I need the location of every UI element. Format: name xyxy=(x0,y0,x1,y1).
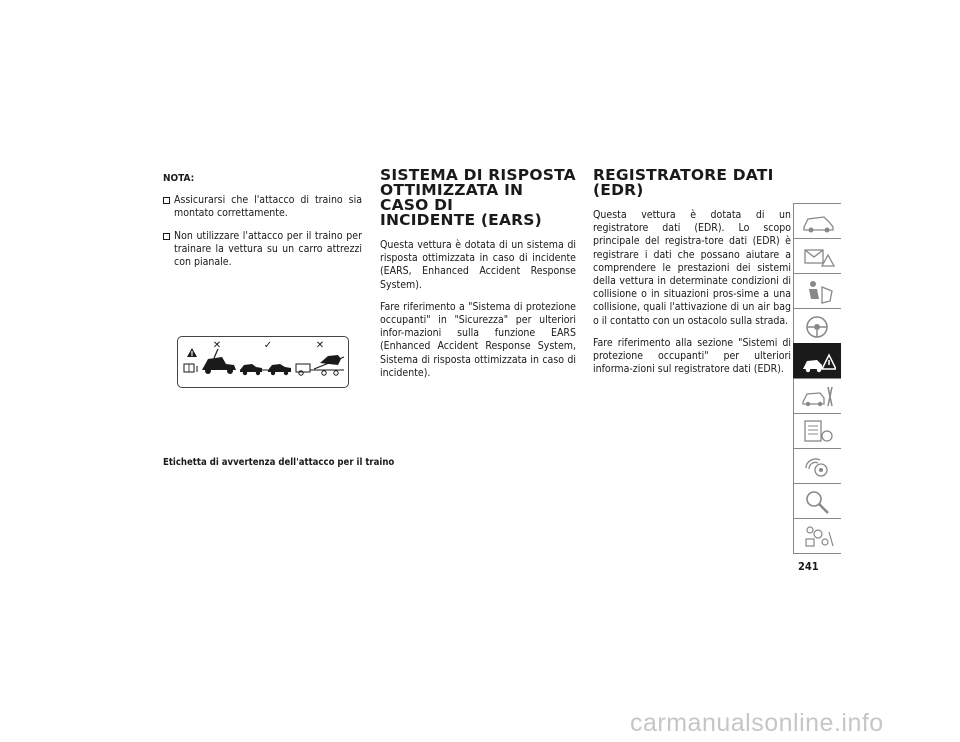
bullet-text: Assicurarsi che l'attacco di traino sia montato correttamente. xyxy=(174,194,362,220)
body-paragraph: Questa vettura è dotata di un sistema di risposta ottimizzata in caso di incidente (EARS, Enhanced Accident Response System). xyxy=(380,239,576,291)
tab-multimedia[interactable] xyxy=(793,448,841,483)
heading-line: SISTEMA DI RISPOSTA xyxy=(380,166,576,184)
safety-seat-icon xyxy=(800,277,836,305)
tab-driving[interactable] xyxy=(793,308,841,343)
chapter-tabs xyxy=(793,203,841,554)
body-paragraph: Questa vettura è dotata di un registratore dati (EDR). Lo scopo principale del registra-tore dati (EDR) è registrare i dati che possano aiutare a comprendere le prestazioni dei sistemi della vettura in determinate condizioni di collisione o in situazioni pros-sime a una collisione, quali l'attivazione di un air bag o il contatto con un ostacolo sulla strada. xyxy=(593,209,791,327)
checkbox-bullet-icon xyxy=(163,233,170,240)
flat-tow-scene-icon xyxy=(240,364,291,375)
tab-safety[interactable] xyxy=(793,273,841,308)
bullet-item xyxy=(163,194,362,220)
tab-emergency[interactable] xyxy=(793,343,841,378)
search-index-icon xyxy=(800,487,836,515)
right-column xyxy=(593,168,791,385)
figure-caption: Etichetta di avvertenza dell'attacco per il traino xyxy=(163,457,395,468)
allowed-mark: ✓ xyxy=(263,340,273,351)
svg-text:!: ! xyxy=(190,350,194,358)
service-car-icon xyxy=(800,382,836,410)
car-dashboard-icon xyxy=(800,207,836,235)
middle-column xyxy=(380,168,576,389)
emergency-tow-icon xyxy=(800,347,836,375)
not-allowed-mark: ✕ xyxy=(315,340,325,351)
warning-lights-icon xyxy=(800,242,836,270)
watermark: carmanualsonline.info xyxy=(630,709,884,737)
bullet-text: Non utilizzare l'attacco per il traino per trainare la vettura su un carro attrezzi con pianale. xyxy=(174,229,362,269)
section-heading-ears xyxy=(380,168,576,228)
tab-car-dashboard[interactable] xyxy=(793,203,841,238)
tab-warning-lights[interactable] xyxy=(793,238,841,273)
heading-line: OTTIMIZZATA IN CASO DI xyxy=(380,181,524,214)
left-column xyxy=(163,168,362,278)
flatbed-scene-icon xyxy=(296,355,344,375)
body-paragraph: Fare riferimento alla sezione "Sistemi di protezione occupanti" per ulteriori informa-zioni sul registratore dati (EDR). xyxy=(593,336,791,376)
tow-warning-label-image xyxy=(177,336,349,388)
page-number: 241 xyxy=(798,560,819,573)
section-heading-edr: REGISTRATORE DATI (EDR) xyxy=(593,166,774,199)
bullet-item xyxy=(163,230,362,270)
tab-index[interactable] xyxy=(793,483,841,518)
tab-specifications[interactable] xyxy=(793,413,841,448)
tab-languages[interactable] xyxy=(793,518,841,554)
tow-warning-illustration xyxy=(178,337,348,387)
note-label: NOTA: xyxy=(163,173,195,184)
not-allowed-mark: ✕ xyxy=(212,340,222,351)
tab-service[interactable] xyxy=(793,378,841,413)
heading-line: INCIDENTE (EARS) xyxy=(380,211,542,229)
steering-wheel-icon xyxy=(800,312,836,340)
languages-icon xyxy=(800,522,836,550)
specifications-icon xyxy=(800,417,836,445)
body-paragraph: Fare riferimento a "Sistema di protezione occupanti" in "Sicurezza" per ulteriori infor-mazioni sulla funzione EARS (Enhanced Accident Response System, Sistema di risposta ottimizzata in caso di incidente). xyxy=(380,300,576,379)
tow-hook-scene-icon xyxy=(202,349,236,374)
checkbox-bullet-icon xyxy=(163,197,170,204)
multimedia-icon xyxy=(800,452,836,480)
